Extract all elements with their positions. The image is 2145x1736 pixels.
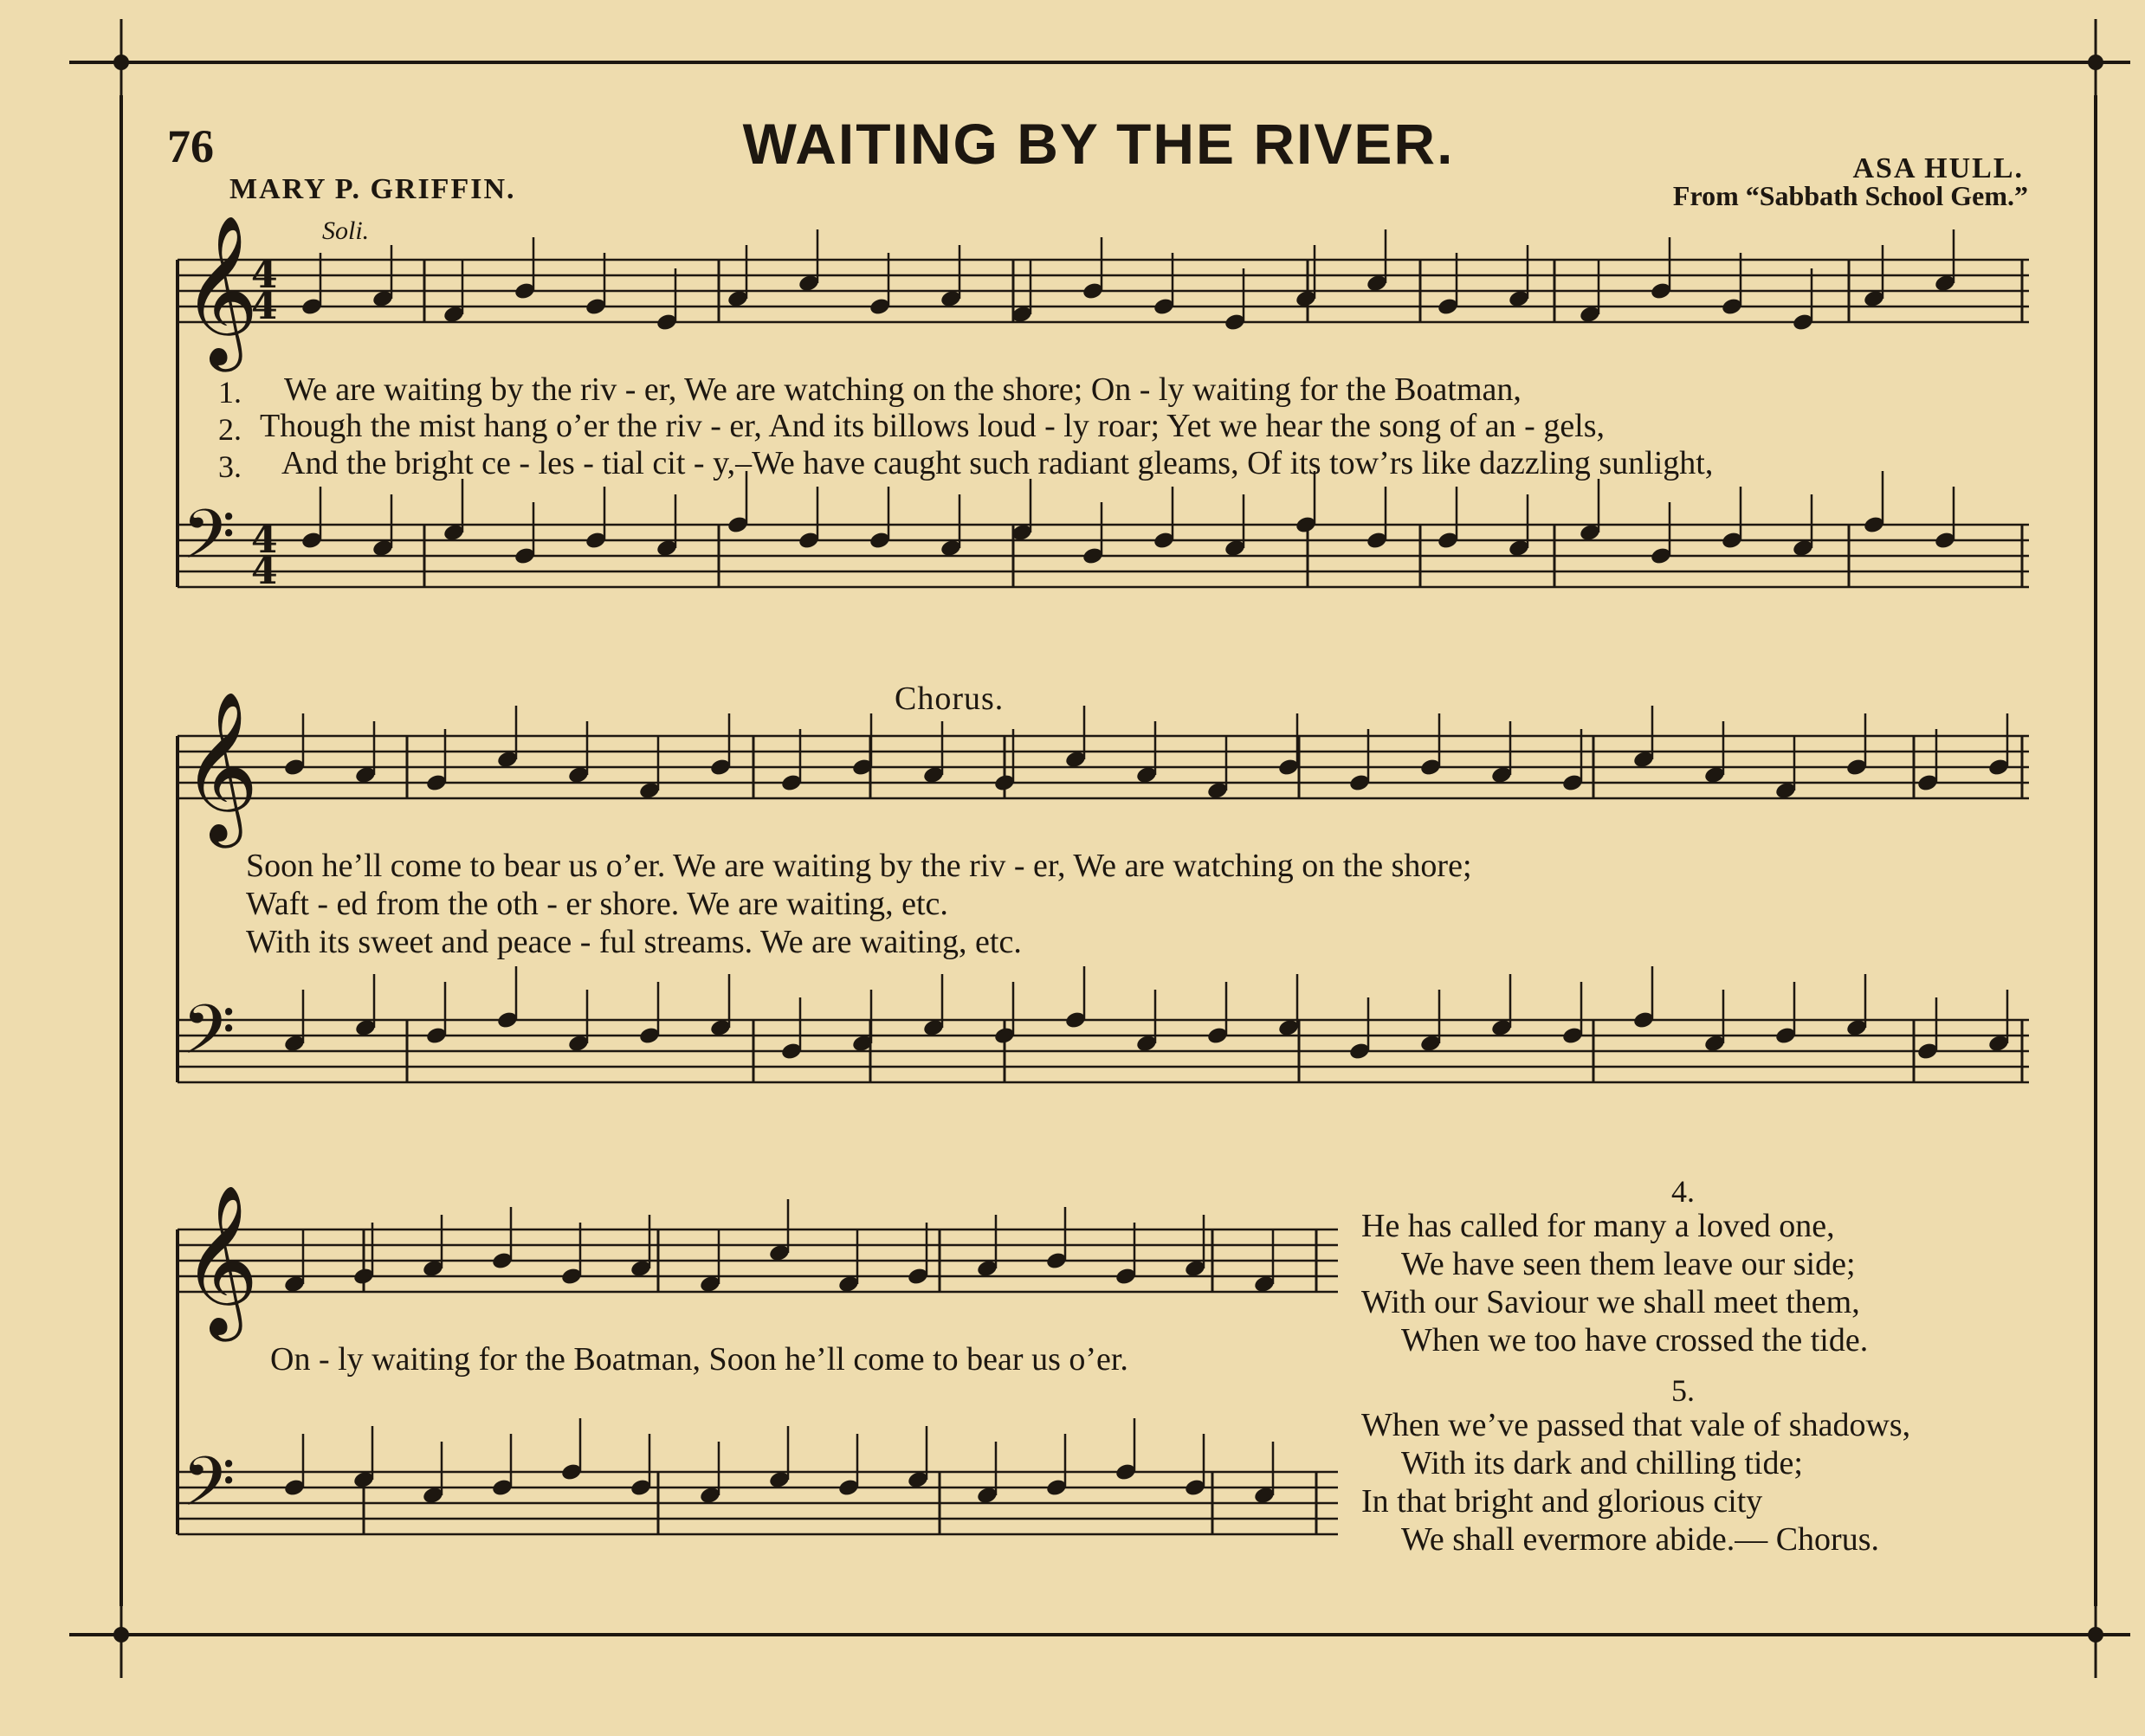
time-signature: 4 <box>251 284 278 328</box>
hymn-title: WAITING BY THE RIVER. <box>742 112 1455 176</box>
verse-lyric-line: We are waiting by the riv - er, We are watching on the shore; On - ly waiting for the Boatman, <box>284 371 1522 408</box>
verse-number: 3. <box>218 449 242 484</box>
stanza-line: We shall evermore abide.— Chorus. <box>1401 1521 1880 1558</box>
bass-clef: 𝄢 <box>182 494 236 591</box>
verse-number: 2. <box>218 412 242 447</box>
chorus-lyric-line: Soon he’ll come to bear us o’er. We are waiting by the riv - er, We are watching on the shore; <box>246 848 1472 884</box>
treble-clef: 𝄞 <box>182 691 259 842</box>
chorus-label: Chorus. <box>895 681 1005 717</box>
stanza-line: When we too have crossed the tide. <box>1401 1322 1869 1358</box>
treble-clef: 𝄞 <box>182 1184 259 1335</box>
time-signature: 4 <box>251 518 278 562</box>
stanza-line: We have seen them leave our side; <box>1401 1246 1856 1282</box>
composer-credit: ASA HULL. <box>1852 152 2024 184</box>
stanza-number: 5. <box>1671 1373 1695 1408</box>
page-number: 76 <box>167 120 214 172</box>
treble-clef: 𝄞 <box>182 215 259 365</box>
verse-lyric-line: Though the mist hang o’er the riv - er, And its billows loud - ly roar; Yet we hear the song of an - gels, <box>260 408 1606 444</box>
time-signature: 4 <box>251 253 278 297</box>
bass-clef: 𝄢 <box>182 990 236 1087</box>
stanza-number: 4. <box>1671 1174 1695 1209</box>
time-signature: 4 <box>251 549 278 593</box>
chorus-lyric-line: Waft - ed from the oth - er shore. We are waiting, etc. <box>246 886 948 922</box>
stanza-line: With our Saviour we shall meet them, <box>1361 1284 1860 1320</box>
chorus-lyric-line: On - ly waiting for the Boatman, Soon he’ll come to bear us o’er. <box>270 1341 1128 1378</box>
verse-number: 1. <box>218 375 242 410</box>
stanza-line: He has called for many a loved one, <box>1361 1208 1835 1244</box>
lyricist-credit: MARY P. GRIFFIN. <box>229 173 516 205</box>
stanza-line: When we’ve passed that vale of shadows, <box>1361 1407 1911 1443</box>
stanza-line: With its dark and chilling tide; <box>1401 1445 1803 1481</box>
stanza-line: In that bright and glorious city <box>1361 1483 1763 1520</box>
soli-marking: Soli. <box>322 216 370 245</box>
verse-lyric-line: And the bright ce - les - tial cit - y,–We have caught such radiant gleams, Of its tow’rs like dazzling sunlight, <box>281 445 1714 481</box>
bass-clef: 𝄢 <box>182 1442 236 1539</box>
chorus-lyric-line: With its sweet and peace - ful streams. We are waiting, etc. <box>246 924 1022 960</box>
source-credit: From “Sabbath School Gem.” <box>1672 180 2028 211</box>
